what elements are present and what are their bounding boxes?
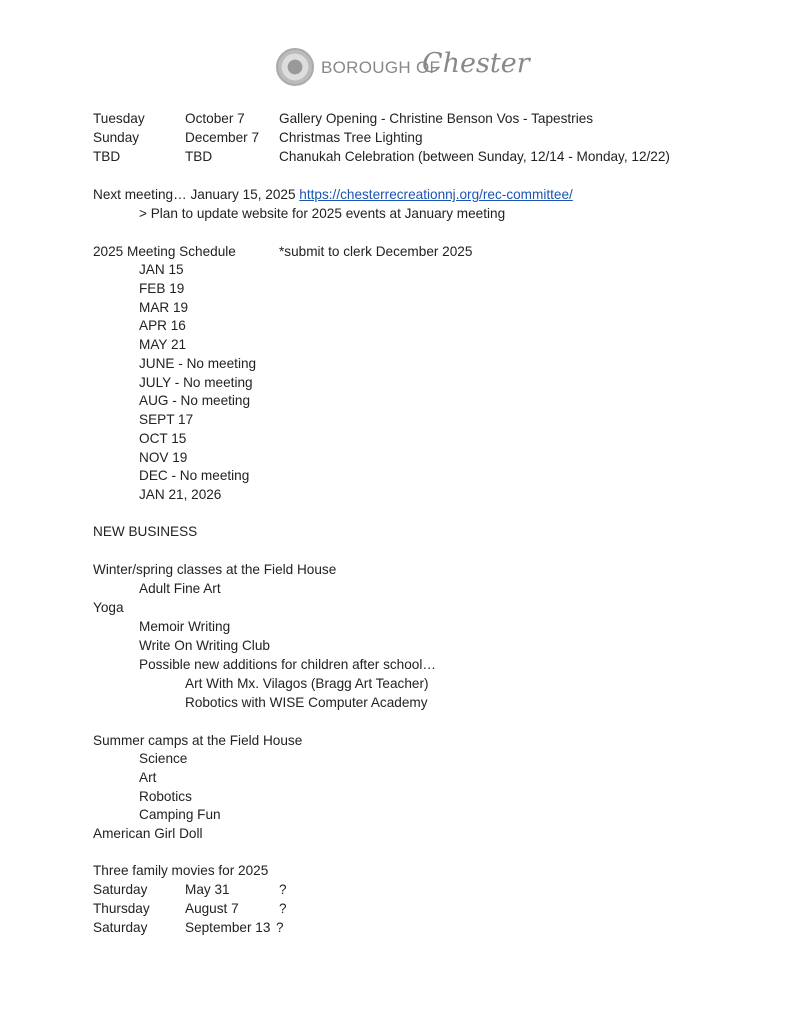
event-title: Christmas Tree Lighting [279,130,423,145]
list-item: Memoir Writing [139,619,231,634]
list-item: Art [139,770,157,785]
list-item: Camping Fun [139,807,221,822]
meeting-date: JAN 15 [139,262,184,277]
new-business-heading: NEW BUSINESS [93,524,198,539]
next-meeting-line [93,187,573,203]
logo-name: Chester [422,48,530,79]
event-date: October 7 [185,111,245,126]
meeting-date: APR 16 [139,318,186,334]
list-item: Robotics [139,789,192,804]
schedule-title: 2025 Meeting Schedule [93,244,236,259]
event-day: Sunday [93,130,140,145]
borough-seal-icon [276,48,314,86]
camps-title: Summer camps at the Field House [93,733,303,748]
event-day: Tuesday [93,111,145,126]
next-meeting-label: Next meeting… January 15, 2025 [93,187,296,202]
meeting-date: MAR 19 [139,299,189,315]
movie-status: ? [276,920,284,935]
event-date: December 7 [185,130,260,145]
list-item: Yoga [93,600,124,615]
list-item: Adult Fine Art [139,581,221,596]
movie-date: May 31 [185,882,230,897]
borough-of-chester-logo [276,48,530,90]
movie-status: ? [279,882,287,897]
meeting-date: DEC - No meeting [139,468,250,484]
movie-day: Saturday [93,920,148,935]
rec-committee-link[interactable]: https://chesterrecreationnj.org/rec-committee/ [299,187,573,202]
meeting-date: JUNE - No meeting [139,355,257,371]
meeting-date: NOV 19 [139,449,188,465]
event-date: TBD [185,149,213,164]
schedule-note: *submit to clerk December 2025 [279,244,473,259]
event-title: Gallery Opening - Christine Benson Vos - Tapestries [279,111,594,126]
meeting-date: JULY - No meeting [139,374,253,390]
list-item: Write On Writing Club [139,638,270,653]
event-day: TBD [93,149,121,164]
meeting-date: OCT 15 [139,430,187,446]
list-item: Art With Mx. Vilagos (Bragg Art Teacher) [185,676,429,691]
event-title: Chanukah Celebration (between Sunday, 12/14 - Monday, 12/22) [279,149,670,164]
meeting-date: JAN 21, 2026 [139,487,222,502]
movie-day: Thursday [93,901,150,916]
logo-prefix: BOROUGH OF [321,58,441,77]
list-item: American Girl Doll [93,826,203,841]
movie-day: Saturday [93,882,148,897]
list-item: Possible new additions for children after school… [139,657,436,672]
movie-status: ? [279,901,287,916]
classes-title: Winter/spring classes at the Field House [93,562,337,577]
meeting-date: SEPT 17 [139,412,194,427]
next-meeting-note: > Plan to update website for 2025 events at January meeting [139,206,506,221]
meeting-date: FEB 19 [139,280,185,296]
list-item: Science [139,751,188,766]
meeting-date: MAY 21 [139,337,187,352]
movie-date: August 7 [185,901,239,916]
movies-title: Three family movies for 2025 [93,863,269,878]
list-item: Robotics with WISE Computer Academy [185,695,428,710]
movie-date: September 13 [185,920,271,935]
meeting-date: AUG - No meeting [139,393,251,409]
